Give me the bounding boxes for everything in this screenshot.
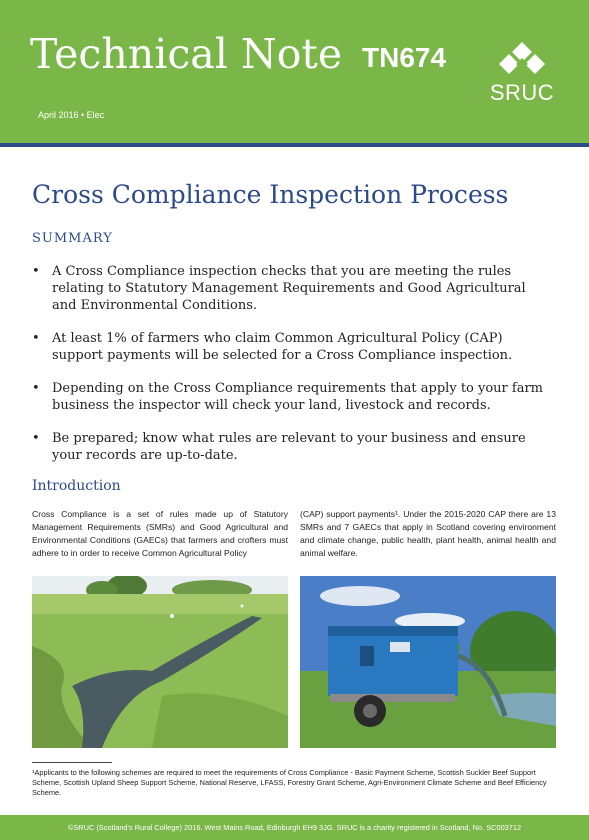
summary-item: • A Cross Compliance inspection checks that you are meeting the rules relating to Statutory Management Requirements and Good Agricultural and Environmental Conditions. bbox=[32, 263, 552, 314]
technical-note-title: Technical Note bbox=[30, 30, 343, 78]
intro-column-right: (CAP) support payments¹. Under the 2015-2020 CAP there are 13 SMRs and 7 GAECs that apply in Scotland covering environment and climate change, public health, plant health, animal health and animal welfare. bbox=[300, 509, 556, 558]
summary-item: • Be prepared; know what rules are relevant to your business and ensure your records are up-to-date. bbox=[32, 430, 552, 464]
technical-note-code: TN674 bbox=[362, 42, 447, 73]
sruc-logo bbox=[487, 40, 557, 105]
summary-item: • At least 1% of farmers who claim Common Agricultural Policy (CAP) support payments will be selected for a Cross Compliance inspection. bbox=[32, 330, 552, 364]
summary-item: • Depending on the Cross Compliance requirements that apply to your farm business the inspector will check your land, livestock and records. bbox=[32, 380, 552, 414]
publication-date: April 2016 • Elec bbox=[38, 110, 105, 120]
footer-bar: ©SRUC (Scotland's Rural College) 2016. West Mains Road, Edinburgh EH9 3JG. SRUC is a charity registered in Scotland, No. SC003712 bbox=[0, 815, 589, 840]
intro-column-left: Cross Compliance is a set of rules made up of Statutory Management Requirements (SMRs) and Good Agricultural and Environmental Conditions (GAECs) that farmers and crofters must adhere to in order to receive Common Agricultural Policy bbox=[32, 509, 288, 558]
water-pump-photo bbox=[300, 576, 556, 748]
stream-field-photo bbox=[32, 576, 288, 748]
header-banner bbox=[0, 0, 589, 143]
logo-text: SRUC bbox=[489, 80, 555, 105]
document-title: Cross Compliance Inspection Process bbox=[32, 180, 509, 209]
footnote: ¹Applicants to the following schemes are required to meet the requirements of Cross Compliance - Basic Payment Scheme, Scottish Suckler Beef Support Scheme, Scottish Upland Sheep Support Scheme, National Reserve, LFASS, Forestry Grant Scheme, Agri-Environment Climate Scheme and Beef Efficiency Scheme. bbox=[32, 768, 547, 797]
sruc-diamond-icon bbox=[487, 40, 557, 80]
introduction-heading: Introduction bbox=[32, 478, 121, 494]
footnote-divider bbox=[32, 762, 112, 763]
summary-heading: SUMMARY bbox=[32, 231, 113, 246]
summary-list bbox=[32, 263, 552, 480]
header-divider bbox=[0, 143, 589, 147]
